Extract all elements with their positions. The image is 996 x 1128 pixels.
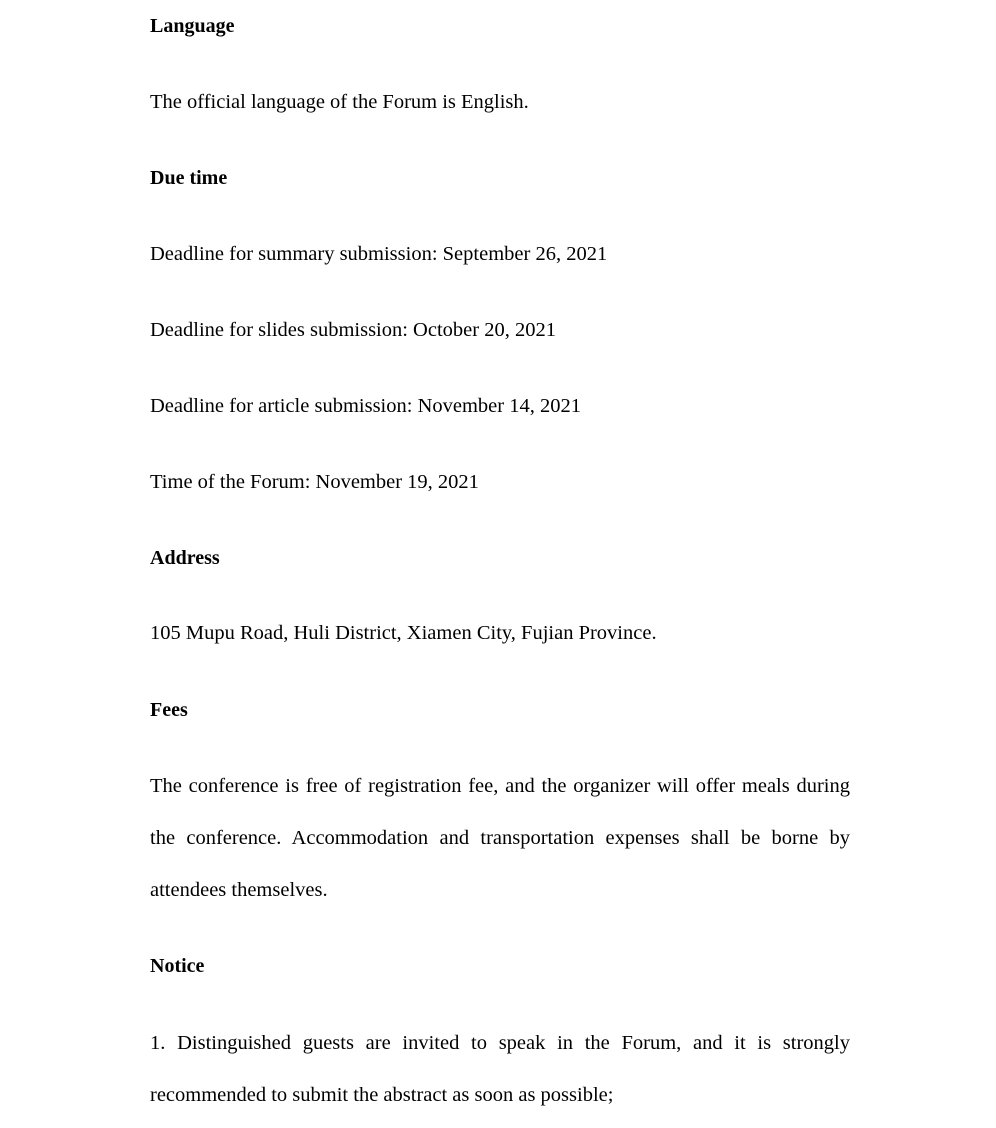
heading-text: Due time	[150, 167, 228, 189]
paragraph-text: The conference is free of registration fee, and the organizer will offer meals during the conference. Accommodation and transportation expenses shall be borne by attendees themselves.	[150, 775, 850, 901]
heading-text: Notice	[150, 955, 205, 977]
section-heading-due-time	[150, 168, 850, 188]
section-heading-notice	[150, 956, 850, 976]
heading-text: Language	[150, 15, 235, 37]
paragraph-text: Deadline for summary submission: September 26, 2021	[150, 243, 608, 265]
paragraph-text: The official language of the Forum is English.	[150, 91, 529, 113]
paragraph-text: 105 Mupu Road, Huli District, Xiamen City, Fujian Province.	[150, 622, 657, 644]
paragraph-text: Time of the Forum: November 19, 2021	[150, 471, 479, 493]
paragraph-fees-details	[150, 760, 850, 916]
paragraph-deadline-slides	[150, 320, 850, 341]
section-heading-address	[150, 548, 850, 568]
paragraph-language-official	[150, 92, 850, 113]
paragraph-address-value	[150, 623, 850, 644]
paragraph-notice-item-1	[150, 1017, 850, 1121]
section-heading-language	[150, 16, 850, 36]
heading-text: Fees	[150, 699, 188, 721]
paragraph-text: Deadline for article submission: November 14, 2021	[150, 395, 581, 417]
section-heading-fees	[150, 700, 850, 720]
paragraph-forum-time	[150, 472, 850, 493]
heading-text: Address	[150, 547, 220, 569]
paragraph-text: 1. Distinguished guests are invited to speak in the Forum, and it is strongly recommended to submit the abstract as soon as possible;	[150, 1032, 850, 1106]
paragraph-deadline-summary	[150, 244, 850, 265]
paragraph-deadline-article	[150, 396, 850, 417]
paragraph-text: Deadline for slides submission: October 20, 2021	[150, 319, 556, 341]
